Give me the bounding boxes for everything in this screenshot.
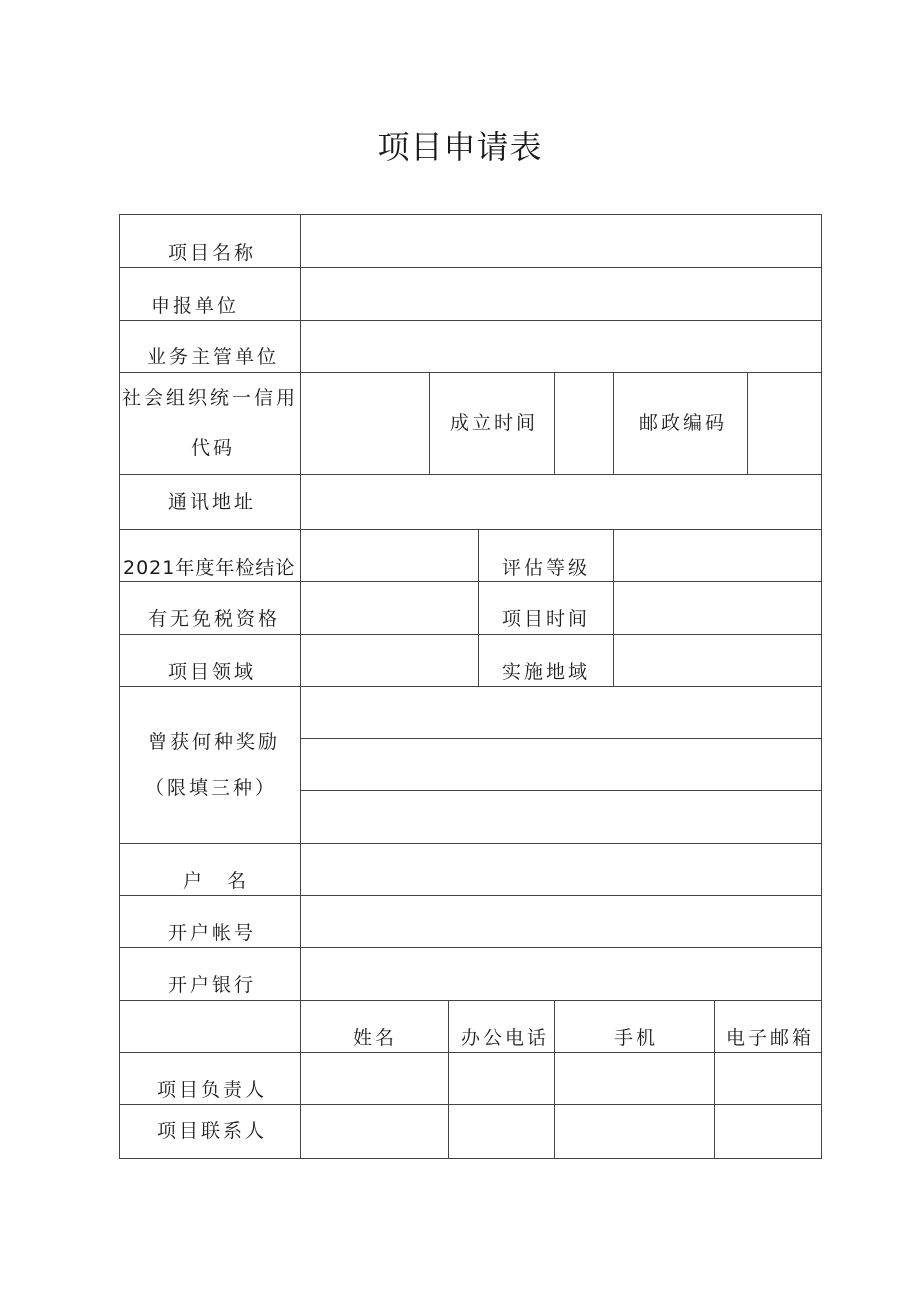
tax-exempt-field[interactable] bbox=[301, 582, 478, 634]
annual-inspection-field[interactable] bbox=[301, 530, 478, 581]
contact-mobile-field[interactable] bbox=[555, 1105, 714, 1158]
header-office-phone: 办公电话 bbox=[461, 1027, 550, 1049]
contact-email-field[interactable] bbox=[715, 1105, 821, 1158]
label-tax-exempt: 有无免税资格 bbox=[148, 608, 281, 630]
contact-name-field[interactable] bbox=[301, 1105, 448, 1158]
evaluation-grade-field[interactable] bbox=[614, 530, 821, 581]
table-border-bottom bbox=[119, 1158, 822, 1159]
header-name: 姓名 bbox=[353, 1027, 398, 1049]
table-border-left bbox=[119, 214, 120, 1159]
label-implementation-area: 实施地域 bbox=[502, 661, 591, 683]
account-number-field[interactable] bbox=[301, 896, 821, 947]
label-postal-code: 邮政编码 bbox=[639, 412, 728, 434]
label-credit-code: 社会组织统一信用 bbox=[122, 387, 299, 409]
leader-email-field[interactable] bbox=[715, 1053, 821, 1104]
leader-office-phone-field[interactable] bbox=[449, 1053, 554, 1104]
label-credit-code-cont: 代码 bbox=[191, 437, 236, 459]
supervising-unit-field[interactable] bbox=[301, 321, 821, 372]
label-project-contact: 项目联系人 bbox=[157, 1120, 268, 1142]
row-divider bbox=[119, 1000, 822, 1001]
label-applicant-unit: 申报单位 bbox=[151, 295, 240, 317]
project-name-field[interactable] bbox=[301, 215, 821, 267]
label-bank: 开户银行 bbox=[168, 974, 257, 996]
label-awards: 曾获何种奖励 bbox=[148, 731, 281, 753]
label-established-time: 成立时间 bbox=[450, 412, 539, 434]
award-2-field[interactable] bbox=[301, 739, 821, 790]
label-project-name: 项目名称 bbox=[168, 242, 257, 264]
label-awards-limit: （限填三种） bbox=[145, 777, 278, 799]
row-divider bbox=[119, 372, 822, 373]
credit-code-field[interactable] bbox=[301, 373, 429, 474]
established-time-field[interactable] bbox=[555, 373, 613, 474]
header-mobile: 手机 bbox=[614, 1027, 659, 1049]
project-time-field[interactable] bbox=[614, 582, 821, 634]
applicant-unit-field[interactable] bbox=[301, 268, 821, 320]
leader-name-field[interactable] bbox=[301, 1053, 448, 1104]
award-1-field[interactable] bbox=[301, 687, 821, 738]
award-3-field[interactable] bbox=[301, 791, 821, 843]
label-annual-inspection: 2021年度年检结论 bbox=[123, 557, 296, 579]
implementation-area-field[interactable] bbox=[614, 635, 821, 686]
project-field-field[interactable] bbox=[301, 635, 478, 686]
application-form bbox=[119, 214, 822, 1159]
column-divider bbox=[613, 372, 614, 474]
label-account-number: 开户帐号 bbox=[168, 922, 257, 944]
label-supervising-unit: 业务主管单位 bbox=[147, 346, 280, 368]
postal-code-field[interactable] bbox=[748, 373, 821, 474]
column-divider bbox=[478, 529, 479, 686]
column-divider bbox=[429, 372, 430, 474]
label-project-field: 项目领域 bbox=[168, 661, 257, 683]
label-account-name: 户 名 bbox=[183, 870, 250, 892]
table-border-right bbox=[821, 214, 822, 1159]
contact-office-phone-field[interactable] bbox=[449, 1105, 554, 1158]
leader-mobile-field[interactable] bbox=[555, 1053, 714, 1104]
label-address: 通讯地址 bbox=[168, 491, 257, 513]
page-title: 项目申请表 bbox=[377, 128, 543, 166]
label-project-time: 项目时间 bbox=[502, 608, 591, 630]
account-name-field[interactable] bbox=[301, 844, 821, 895]
address-field[interactable] bbox=[301, 475, 821, 529]
label-evaluation-grade: 评估等级 bbox=[502, 557, 591, 579]
header-email: 电子邮箱 bbox=[726, 1027, 815, 1049]
bank-field[interactable] bbox=[301, 948, 821, 1000]
label-project-leader: 项目负责人 bbox=[157, 1079, 268, 1101]
